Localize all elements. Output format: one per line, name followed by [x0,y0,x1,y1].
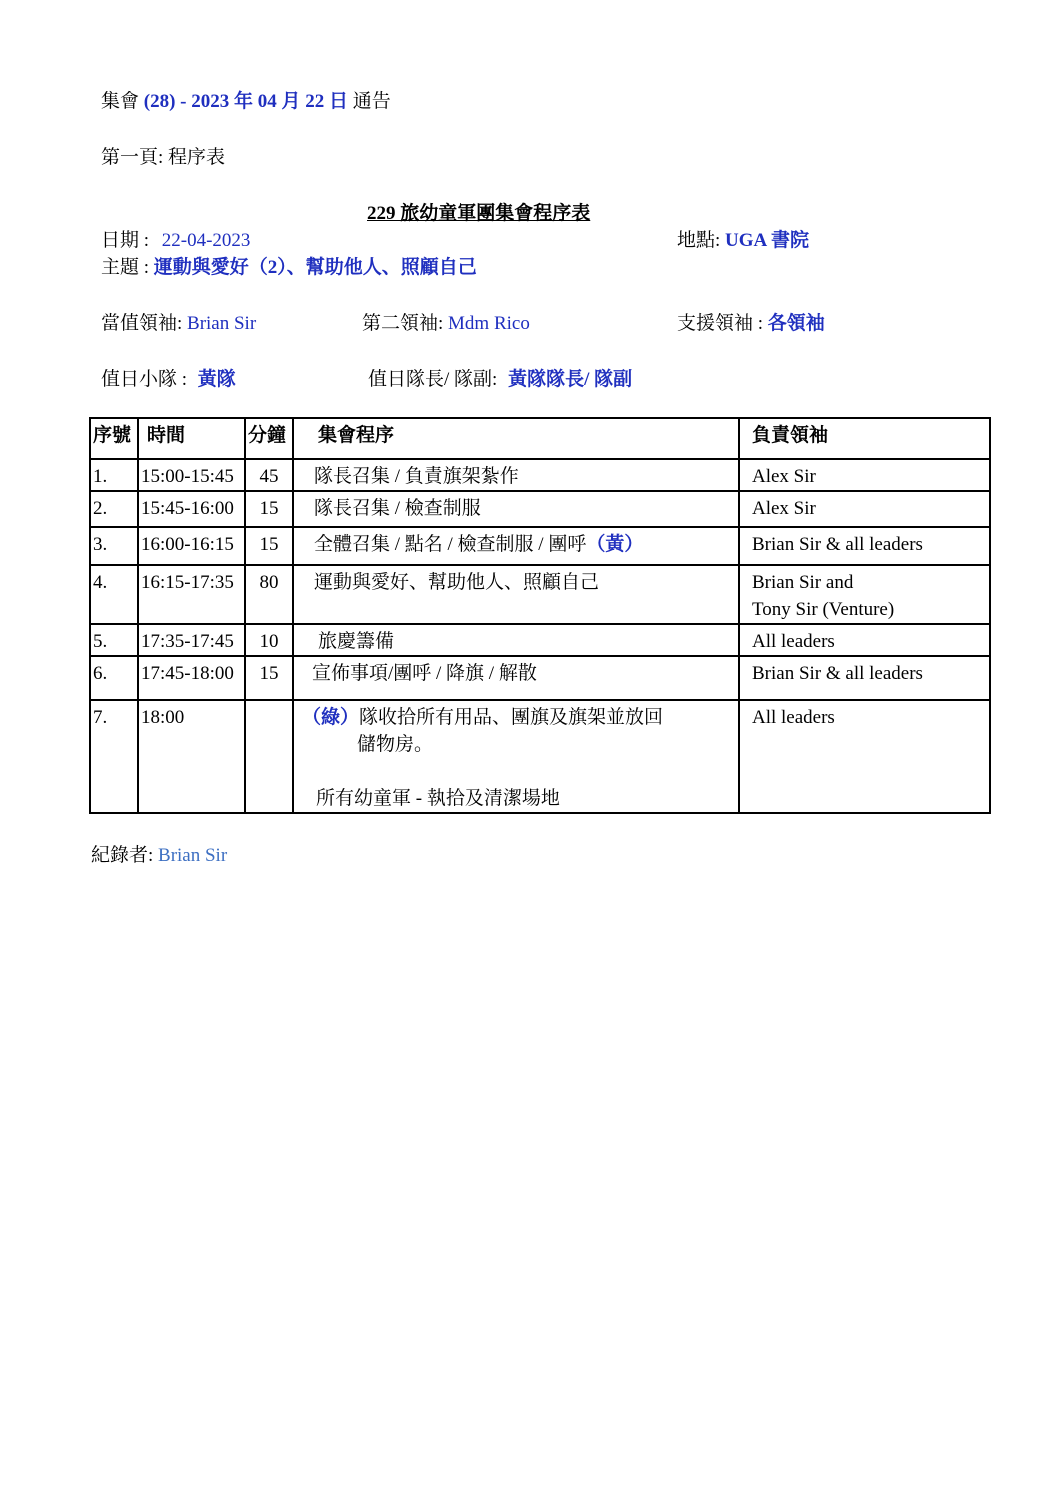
table-row [90,565,990,624]
recorder-info [91,840,227,867]
row-program: 隊收拾所有用品、團旗及旗架並放回 [359,707,664,728]
date-info [101,225,250,252]
row-time: 15:45-16:00 [138,491,245,527]
theme-value: 運動與愛好（2）、幫助他人、照顧自己 [153,257,477,278]
date-label: 日期 : [101,230,150,251]
row-no: 4. [90,565,138,624]
duty-captain-value: 黃隊隊長/ 隊副 [508,369,633,390]
schedule-table [89,417,991,814]
patrol-highlight: （黃） [586,534,644,555]
row-no: 2. [90,491,138,527]
row-time: 17:35-17:45 [138,624,245,656]
row-leader-cell [739,565,990,624]
date-value: 22-04-2023 [161,230,251,251]
document-title: 229 旅幼童軍團集會程序表 [367,203,591,224]
row-no: 1. [90,459,138,491]
support-leader-value: 各領袖 [767,313,825,334]
row-program: 全體召集 / 點名 / 檢查制服 / 團呼 [314,534,587,555]
row-minutes [245,700,293,813]
row-no: 6. [90,656,138,700]
row-no: 7. [90,700,138,813]
support-leader-label: 支援領袖 : [677,313,764,334]
table-row [90,700,990,813]
support-leader-info [677,308,825,335]
row-no: 3. [90,527,138,565]
row-program-line2: 儲物房。 [357,734,434,755]
header-time: 時間 [138,418,245,459]
row-program-cell [293,700,739,813]
meeting-number: (28) - [143,91,187,112]
duty-captain-label: 值日隊長/ 隊副: [368,369,498,390]
header-minutes: 分鐘 [245,418,293,459]
table-row [90,624,990,656]
row-minutes: 80 [245,565,293,624]
duty-leader-label: 當值領袖: [101,313,183,334]
second-leader-label: 第二領袖: [362,313,444,334]
row-program-line3: 所有幼童軍 - 執拾及清潔場地 [316,788,560,809]
recorder-value: Brian Sir [158,845,228,866]
row-leader: All leaders [739,624,990,656]
row-leader: Brian Sir & all leaders [739,527,990,565]
theme-label: 主題 : [101,257,150,278]
table-row [90,491,990,527]
row-time: 18:00 [138,700,245,813]
notice-prefix: 集會 [101,91,140,112]
row-minutes: 15 [245,656,293,700]
recorder-label: 紀錄者: [91,845,154,866]
duty-captain-info [368,364,632,391]
second-leader-info [362,308,530,335]
table-row [90,459,990,491]
notice-title [101,86,391,113]
row-program: 隊長召集 / 負責旗架紮作 [293,459,739,491]
notice-suffix: 通告 [352,91,391,112]
row-minutes: 15 [245,491,293,527]
row-minutes: 45 [245,459,293,491]
row-no: 5. [90,624,138,656]
table-header-row [90,418,990,459]
theme-info [101,252,477,279]
row-leader: All leaders [739,700,990,813]
duty-patrol-info [101,364,236,391]
row-time: 16:00-16:15 [138,527,245,565]
row-leader: Alex Sir [739,459,990,491]
row-program: 旅慶籌備 [293,624,739,656]
duty-leader-value: Brian Sir [187,313,257,334]
place-value: UGA 書院 [725,230,809,251]
row-minutes: 10 [245,624,293,656]
row-leader: Alex Sir [739,491,990,527]
row-program: 運動與愛好、幫助他人、照顧自己 [293,565,739,624]
row-minutes: 15 [245,527,293,565]
row-leader: Brian Sir & all leaders [739,656,990,700]
table-row [90,527,990,565]
header-program: 集會程序 [293,418,739,459]
duty-patrol-value: 黃隊 [197,369,236,390]
table-row [90,656,990,700]
row-program-cell [293,527,739,565]
meeting-date: 2023 年 04 月 22 日 [191,91,349,112]
row-program: 宣佈事項/團呼 / 降旗 / 解散 [293,656,739,700]
row-program: 隊長召集 / 檢查制服 [293,491,739,527]
place-info [677,225,809,252]
second-leader-value: Mdm Rico [448,313,530,334]
row-time: 17:45-18:00 [138,656,245,700]
row-leader-line2: Tony Sir (Venture) [752,599,895,620]
header-no: 序號 [90,418,138,459]
duty-leader-info [101,308,256,335]
row-leader: Brian Sir and [752,572,854,593]
row-time: 16:15-17:35 [138,565,245,624]
page-label: 第一頁: 程序表 [101,147,226,168]
place-label: 地點: [677,230,721,251]
patrol-highlight: （綠） [302,707,360,728]
duty-patrol-label: 值日小隊 : [101,369,188,390]
header-leader: 負責領袖 [739,418,990,459]
row-time: 15:00-15:45 [138,459,245,491]
